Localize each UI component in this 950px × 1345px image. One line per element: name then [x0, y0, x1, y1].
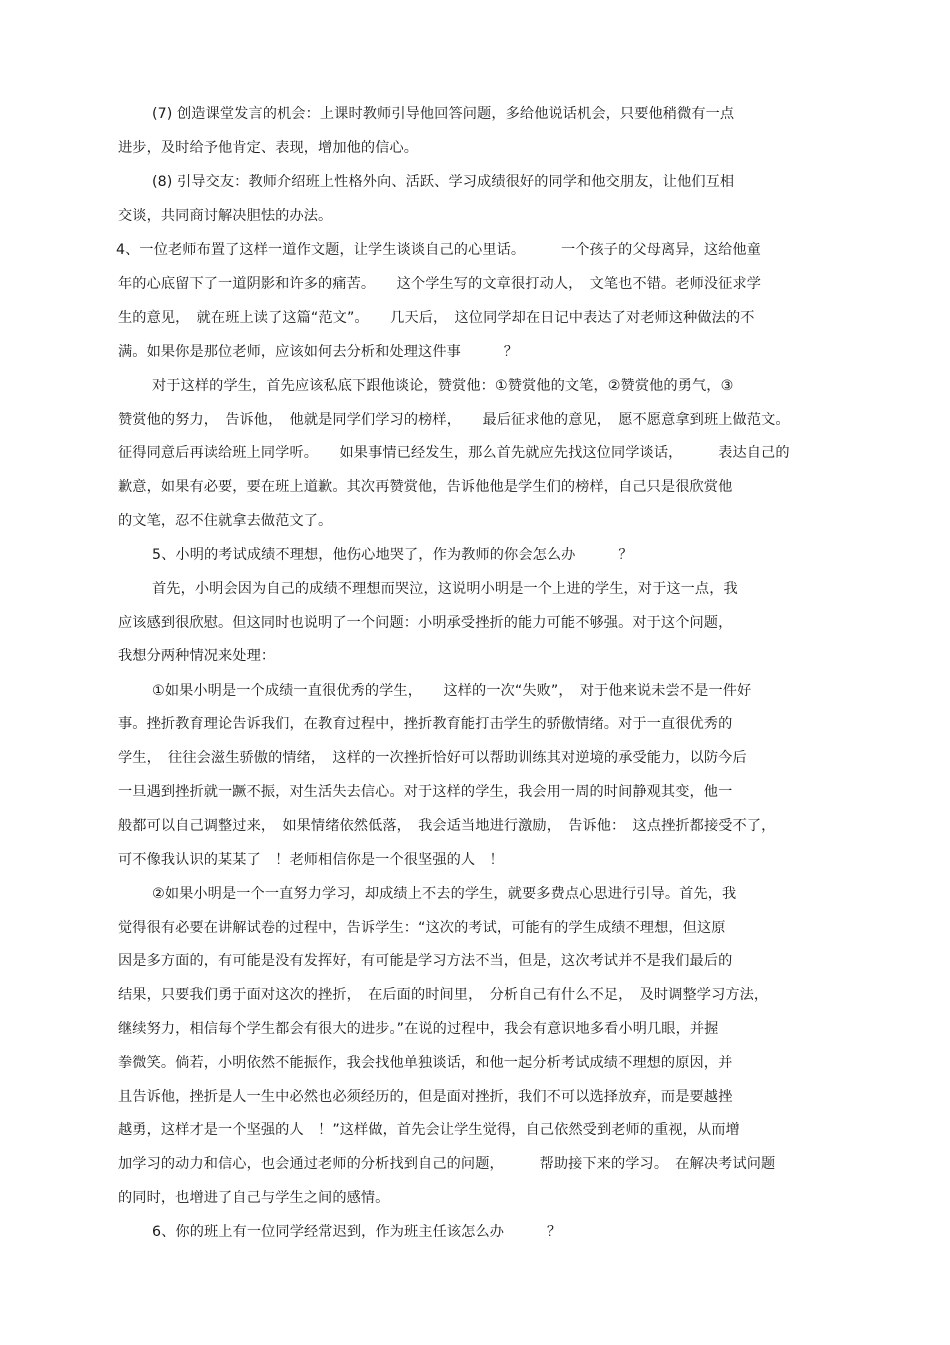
text-line: (7) 创造课堂发言的机会：上课时教师引导他回答问题，多给他说话机会，只要他稍微有一点 [152, 106, 735, 122]
text-line: 拳微笑。倘若，小明依然不能振作，我会找他单独谈话，和他一起分析考试成绩不理想的原因，并 [118, 1055, 733, 1071]
text-line: 加学习的动力和信心，也会通过老师的分析找到自己的问题， 帮助接下来的学习。 在解决考试问题 [118, 1156, 776, 1172]
text-line: (8) 引导交友：教师介绍班上性格外向、活跃、学习成绩很好的同学和他交朋友，让他们互相 [152, 174, 735, 190]
text-line: 一旦遇到挫折就一蹶不振，对生活失去信心。对于这样的学生，我会用一周的时间静观其变，他一 [118, 784, 733, 800]
text-line: 征得同意后再读给班上同学听。 如果事情已经发生，那么首先就应先找这位同学谈话， 表达自己的 [118, 445, 790, 461]
question-heading: 6、你的班上有一位同学经常迟到，作为班主任该怎么办 ？ [152, 1224, 562, 1240]
text-line: 进步，及时给予他肯定、表现，增加他的信心。 [118, 140, 419, 156]
text-line: 般都可以自己调整过来， 如果情绪依然低落， 我会适当地进行激励， 告诉他： 这点挫折都接受不了， [118, 818, 776, 834]
text-line: 年的心底留下了一道阴影和许多的痛苦。 这个学生写的文章很打动人， 文笔也不错。老师没征求学 [118, 276, 762, 292]
text-line: 对于这样的学生，首先应该私底下跟他谈论，赞赏他：①赞赏他的文笔，②赞赏他的勇气，③ [152, 378, 734, 394]
text-line: 我想分两种情况来处理： [118, 648, 276, 664]
text-line: 歉意，如果有必要，要在班上道歉。其次再赞赏他，告诉他他是学生们的榜样，自己只是很欣赏他 [118, 479, 733, 495]
text-line: 越勇，这样才是一个坚强的人 ！”这样做，首先会让学生觉得，自己依然受到老师的重视，从而增 [118, 1122, 740, 1138]
text-line: ①如果小明是一个成绩一直很优秀的学生， 这样的一次“失败”， 对于他来说未尝不是一件好 [152, 683, 752, 699]
text-line: 可不像我认识的某某了 ！老师相信你是一个很坚强的人 ！ [118, 852, 504, 868]
text-line: 继续努力，相信每个学生都会有很大的进步。”在说的过程中，我会有意识地多看小明几眼，并握 [118, 1021, 719, 1037]
text-line: 生的意见， 就在班上读了这篇“范文”。 几天后， 这位同学却在日记中表达了对老师这种做法的不 [118, 310, 755, 326]
text-line: 满。如果你是那位老师，应该如何去分析和处理这件事 ？ [118, 344, 519, 360]
text-line: 且告诉他，挫折是人一生中必然也必须经历的，但是面对挫折，我们不可以选择放弃，而是要越挫 [118, 1089, 733, 1105]
text-line: 交谈，共同商讨解决胆怯的办法。 [118, 208, 333, 224]
text-line: 学生， 往往会滋生骄傲的情绪， 这样的一次挫折恰好可以帮助训练其对逆境的承受能力，以防今后 [118, 750, 747, 766]
question-heading: 5、小明的考试成绩不理想，他伤心地哭了，作为教师的你会怎么办 ？ [152, 547, 633, 563]
text-line: ②如果小明是一个一直努力学习，却成绩上不去的学生，就要多费点心思进行引导。首先，我 [152, 886, 737, 902]
text-line: 因是多方面的，有可能是没有发挥好，有可能是学习方法不当，但是，这次考试并不是我们最后的 [118, 953, 733, 969]
text-line: 事。挫折教育理论告诉我们，在教育过程中，挫折教育能打击学生的骄傲情绪。对于一直很优秀的 [118, 716, 733, 732]
text-line: 的同时，也增进了自己与学生之间的感情。 [118, 1190, 390, 1206]
text-line: 觉得很有必要在讲解试卷的过程中，告诉学生：“这次的考试，可能有的学生成绩不理想，但这原 [118, 920, 726, 936]
text-line: 赞赏他的努力， 告诉他， 他就是同学们学习的榜样， 最后征求他的意见， 愿不愿意拿到班上做范文。 [118, 412, 790, 428]
text-line: 应该感到很欣慰。但这同时也说明了一个问题：小明承受挫折的能力可能不够强。对于这个问题， [118, 615, 733, 631]
text-line: 的文笔，忍不住就拿去做范文了。 [118, 513, 333, 529]
text-line: 首先，小明会因为自己的成绩不理想而哭泣，这说明小明是一个上进的学生，对于这一点，我 [152, 581, 738, 597]
question-heading: 4、一位老师布置了这样一道作文题，让学生谈谈自己的心里话。 一个孩子的父母离异，这给他童 [116, 242, 761, 258]
text-line: 结果，只要我们勇于面对这次的挫折， 在后面的时间里， 分析自己有什么不足， 及时调整学习方法， [118, 987, 769, 1003]
